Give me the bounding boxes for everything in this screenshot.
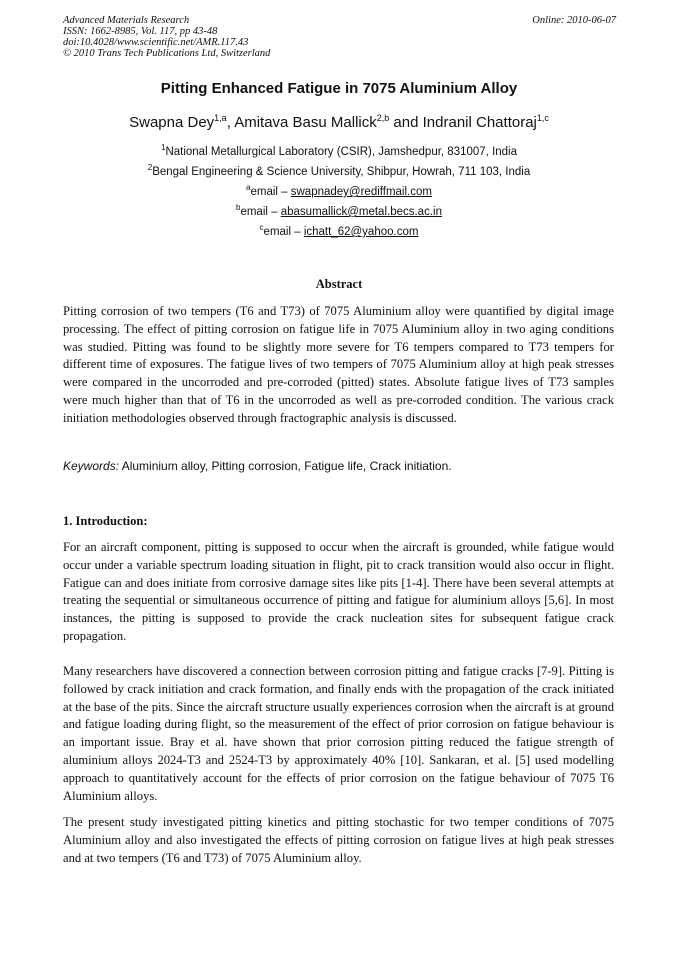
affiliation-marker: 2 [147,163,153,172]
email-link[interactable]: swapnadey@rediffmail.com [290,186,432,198]
abstract-heading: Abstract [315,277,363,291]
email-line-b [0,203,678,218]
keywords-label: Keywords: [63,459,120,473]
email-marker: c [259,223,264,232]
author-affiliation-marker: 1,a [214,113,227,123]
author-list [0,114,678,131]
affiliation-1 [0,143,678,158]
keywords [63,459,614,473]
journal-name: Advanced Materials Research [63,15,190,26]
author-affiliation-marker: 1,c [536,113,549,123]
email-label: email – [263,226,304,238]
author-name: Amitava Basu Mallick [234,114,377,131]
author-name: Indranil Chattoraj [422,114,537,131]
affiliation-marker: 1 [160,143,166,152]
email-link[interactable]: ichatt_62@yahoo.com [303,226,419,238]
email-label: email – [250,186,291,198]
email-marker: b [236,203,241,212]
email-line-c [0,223,678,238]
journal-header [63,15,616,59]
author-affiliation-marker: 2,b [376,113,390,123]
journal-copyright: © 2010 Trans Tech Publications Ltd, Switzerland [63,48,271,59]
introduction-paragraph-2: Many researchers have discovered a connection between corrosion pitting and fatigue cracks [7-9]. Pitting is followed by crack initiation and crack formation, and finally ends with the propagation of the crack initiated at the base of the pits. Since the aircraft structure usually experiences corrosion when the aircraft is at ground and fatigue loading during flight, so the measurement of the effect of prior corrosion on fatigue behaviour is an important issue. Bray et al. have shown that prior corrosion pitting reduced the fatigue strength of aluminium alloys 2024-T3 and 2524-T3 by approximately 40% [10]. Sankaran, et al. [5] used modelling approach to quantitatively account for the effects of prior corrosion on the fatigue behaviour of 7075 T6 Aluminium alloys. [63,664,614,803]
affiliation-text: National Metallurgical Laboratory (CSIR), Jamshedpur, 831007, India [165,146,518,158]
email-line-a [0,183,678,198]
journal-issn: ISSN: 1662-8985, Vol. 117, pp 43-48 [63,26,218,37]
keywords-text: Aluminium alloy, Pitting corrosion, Fatigue life, Crack initiation. [121,459,452,473]
email-marker: a [246,183,251,192]
journal-doi: doi:10.4028/www.scientific.net/AMR.117.43 [63,37,249,48]
affiliation-text: Bengal Engineering & Science University, Shibpur, Howrah, 711 103, India [152,166,531,178]
author-separator: and [389,114,423,131]
introduction-paragraph-3: The present study investigated pitting kinetics and pitting stochastic for two temper conditions of 7075 Aluminium alloy and also investigated the effects of pitting corrosion on fatigue lives at high peak stresses and at two tempers (T6 and T73) of 7075 Aluminium alloy. [63,815,614,865]
introduction-heading: 1. Introduction: [63,514,148,528]
email-link[interactable]: abasumallick@metal.becs.ac.in [280,206,442,218]
author-name: Swapna Dey [129,114,215,131]
email-label: email – [240,206,281,218]
introduction-paragraph-1: For an aircraft component, pitting is supposed to occur when the aircraft is grounded, while fatigue would occur under a variable spectrum loading situation in flight, pit to crack transition would also occur in flight. Fatigue can and does initiate from corrosive damage sites like pits [1-4]. There have been several attempts at treating the sequential or simultaneous occurrence of pitting and fatigue for aluminium alloys [5,6]. In most instances, the pitting is supposed to provide the crack nucleation sites for subsequent fatigue crack propagation. [63,540,614,643]
online-date: Online: 2010-06-07 [532,15,616,26]
paper-title: Pitting Enhanced Fatigue in 7075 Aluminium Alloy [160,80,518,97]
author-separator: , [226,114,235,131]
abstract-text: Pitting corrosion of two tempers (T6 and T73) of 7075 Aluminium alloy were quantified by digital image processing. The effect of pitting corrosion on fatigue life in 7075 Aluminium alloy in two aging conditions was studied. Pitting was found to be slightly more severe for T6 tempers compared to T73 tempers for different time of exposures. The fatigue lives of two tempers of 7075 Aluminium alloy at high peak stresses were compared in the uncorroded and pre-corroded (pitted) states. Absolute fatigue lives of T73 samples were much higher than that of T6 in the uncorroded as well as pre-corroded condition. The various crack initiation methodologies observed through fractographic analysis is discussed. [63,304,614,425]
affiliation-2 [0,163,678,178]
